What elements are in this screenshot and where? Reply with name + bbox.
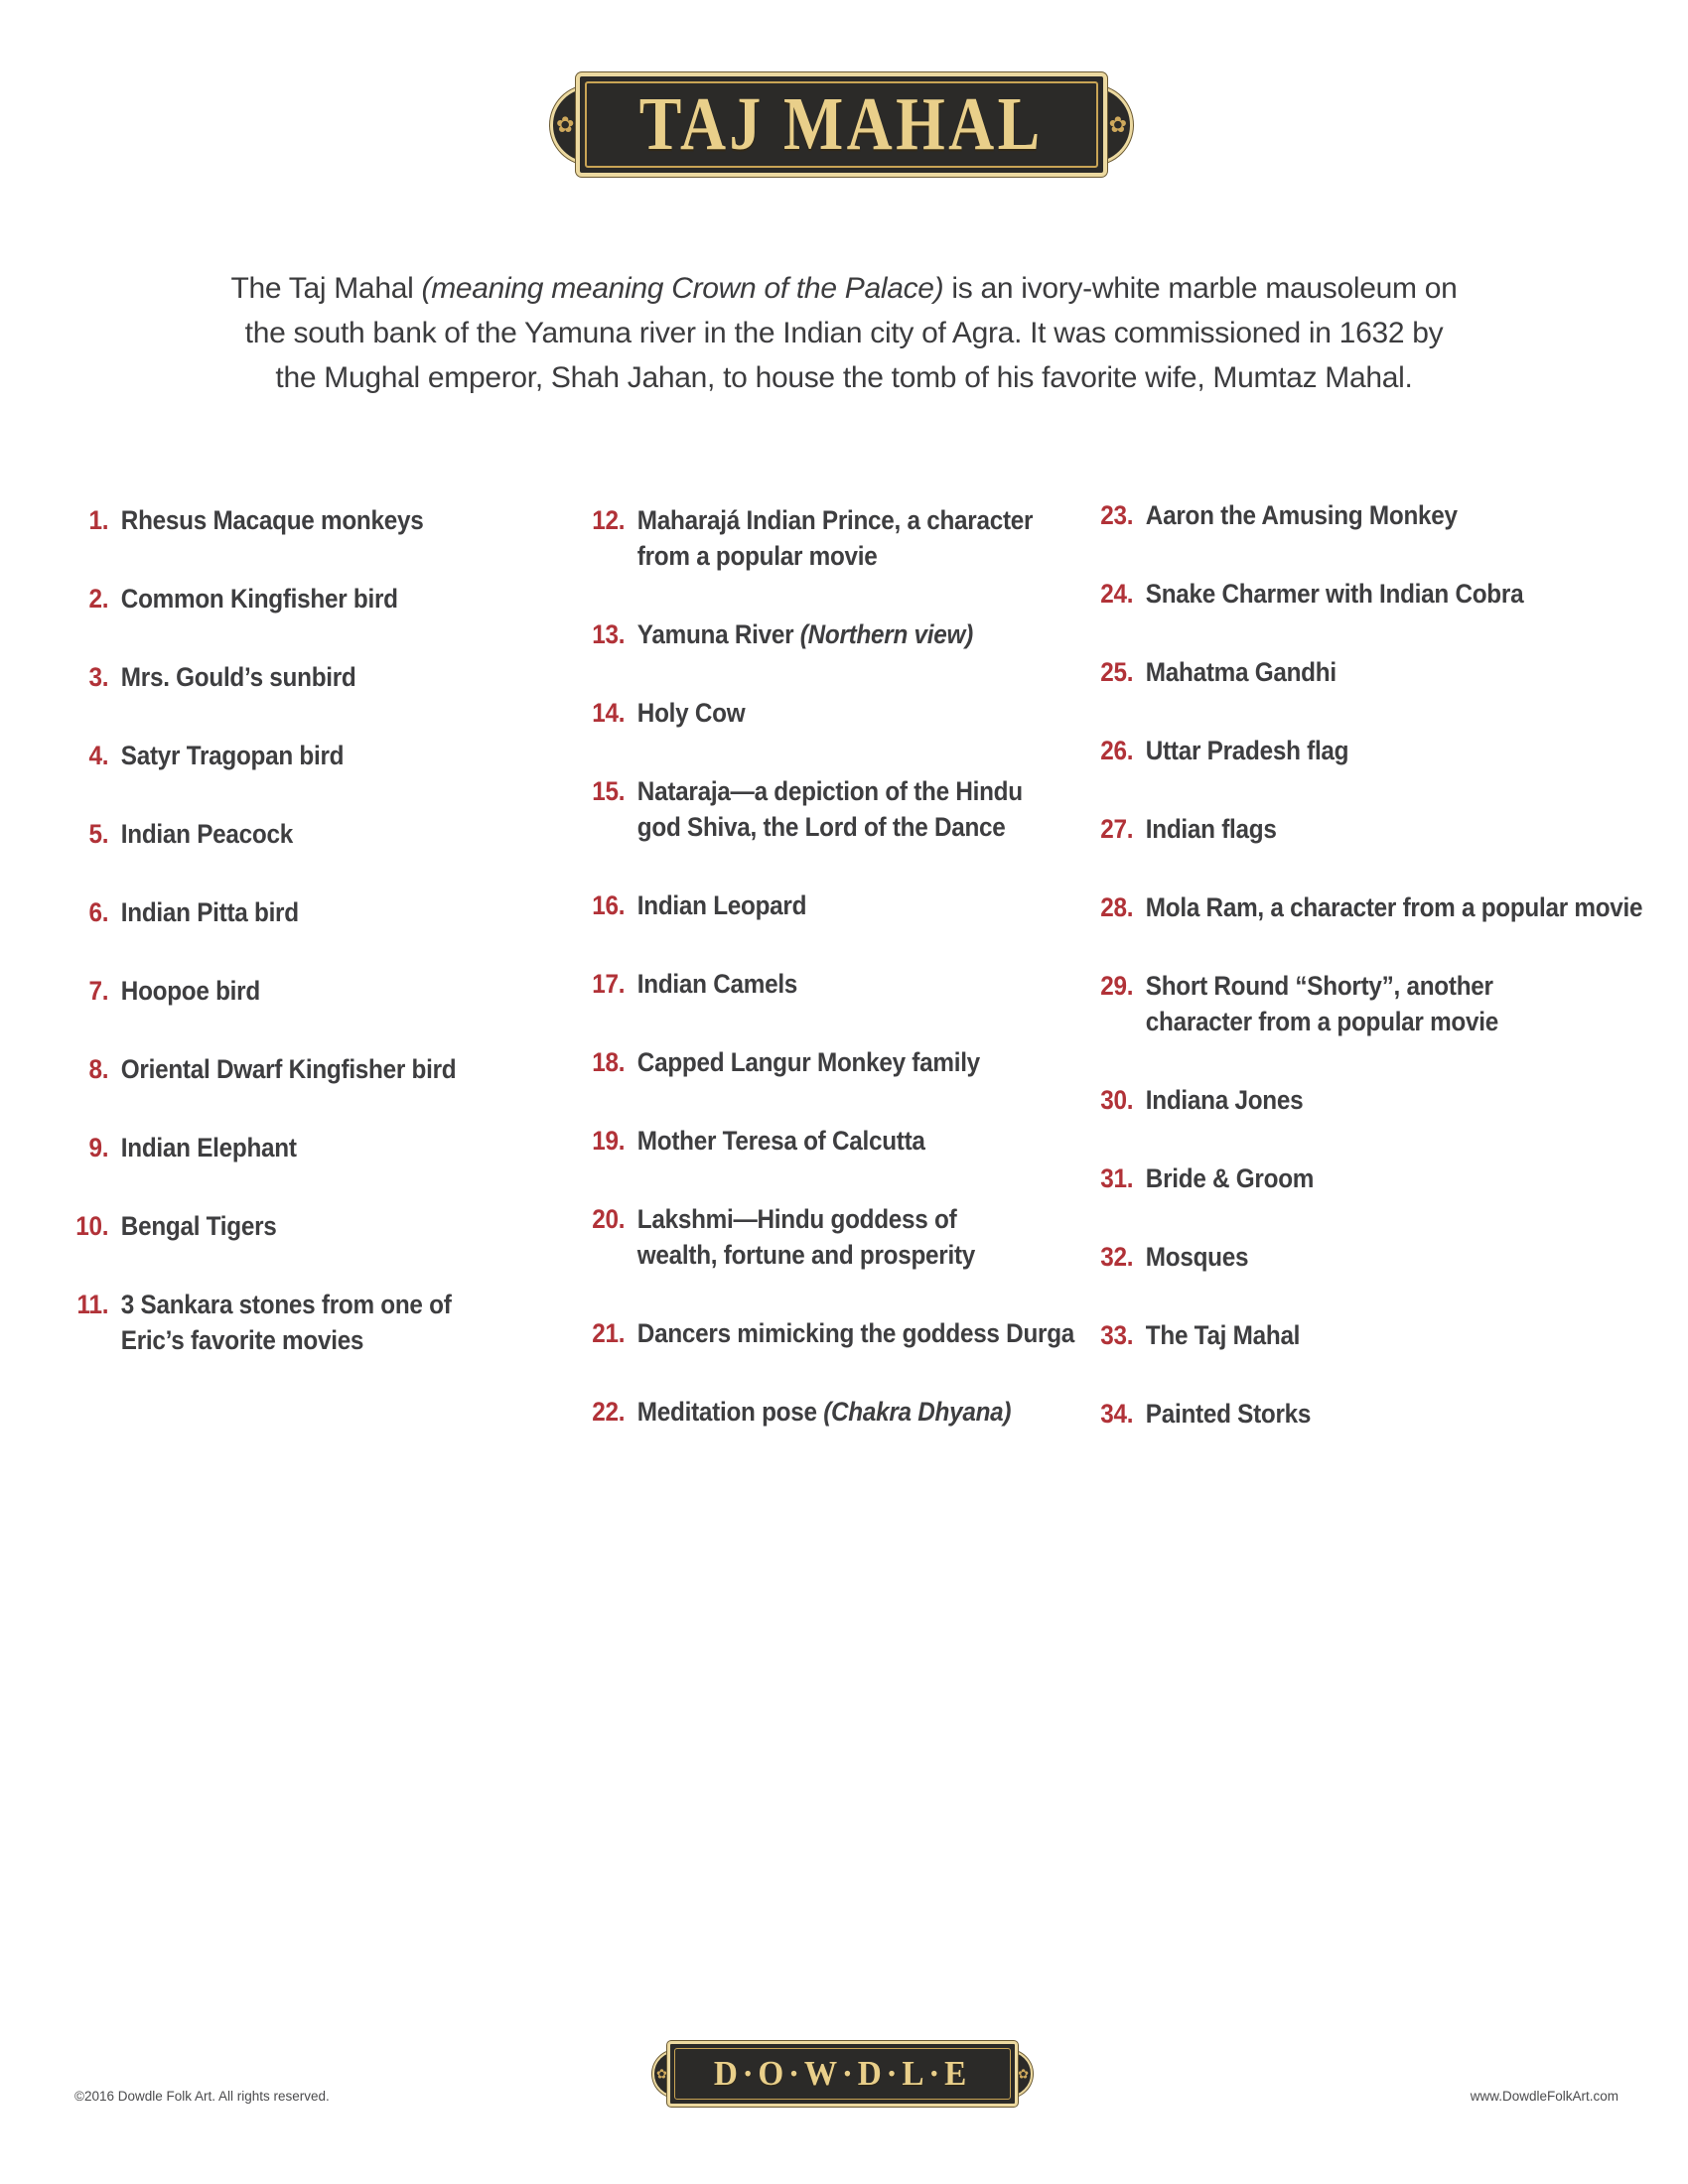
item-label: Common Kingfisher bird [120, 584, 398, 614]
list-item [591, 1201, 1074, 1273]
rosette-icon: ✿ [656, 2066, 667, 2082]
item-label: Lakshmi—Hindu goddess of wealth, fortune and prosperity [636, 1204, 976, 1270]
item-number: 3. [88, 662, 109, 692]
list-item [1099, 968, 1642, 1039]
list-item [1099, 889, 1642, 925]
item-number: 25. [1100, 657, 1134, 687]
item-label: Mahatma Gandhi [1145, 657, 1336, 687]
item-label: Indian Peacock [120, 819, 293, 849]
list-item [591, 1044, 1074, 1080]
list-item [1099, 497, 1642, 533]
item-label: Maharajá Indian Prince, a character from a popular movie [636, 505, 1034, 571]
list-item [591, 1394, 1074, 1430]
item-number: 28. [1100, 892, 1134, 922]
item-label: Dancers mimicking the goddess Durga [636, 1318, 1075, 1348]
rosette-icon: ✿ [556, 111, 575, 137]
item-label: Mrs. Gould’s sunbird [120, 662, 356, 692]
item-label: Yamuna River (Northern view) [636, 619, 973, 649]
item-label: Capped Langur Monkey family [636, 1047, 980, 1077]
item-label: Mosques [1145, 1242, 1249, 1272]
dowdle-logo-text: D·O·W·D·L·E [713, 2054, 972, 2093]
item-number: 30. [1100, 1085, 1134, 1115]
legend-column-2 [591, 502, 1074, 1472]
list-item [74, 581, 456, 616]
list-item [74, 659, 456, 695]
item-number: 17. [592, 969, 626, 999]
item-label: Aaron the Amusing Monkey [1145, 500, 1458, 530]
title-plaque-body [576, 72, 1107, 177]
list-item [591, 1315, 1074, 1351]
item-number: 1. [88, 505, 109, 535]
item-number: 26. [1100, 736, 1134, 765]
list-item [1099, 1396, 1642, 1432]
list-item [74, 738, 456, 773]
item-label: Satyr Tragopan bird [120, 741, 345, 770]
list-item [74, 1287, 456, 1358]
item-number: 24. [1100, 579, 1134, 609]
list-item [74, 1130, 456, 1165]
list-item [1099, 1239, 1642, 1275]
item-number: 31. [1100, 1163, 1134, 1193]
copyright-text: ©2016 Dowdle Folk Art. All rights reserved. [74, 2089, 330, 2104]
list-item [591, 616, 1074, 652]
item-number: 29. [1100, 971, 1134, 1001]
item-label: Painted Storks [1145, 1399, 1312, 1429]
item-number: 10. [75, 1211, 109, 1241]
item-number: 34. [1100, 1399, 1134, 1429]
item-label: Indian flags [1145, 814, 1277, 844]
item-label: Holy Cow [636, 698, 746, 728]
item-number: 21. [592, 1318, 626, 1348]
item-number: 33. [1100, 1320, 1134, 1350]
list-item [1099, 1082, 1642, 1118]
item-label: Short Round “Shorty”, another character from a popular movie [1145, 971, 1498, 1036]
page-title: TAJ MAHAL [639, 82, 1044, 166]
item-label: Bride & Groom [1145, 1163, 1315, 1193]
legend-column-1 [74, 502, 456, 1401]
item-number: 7. [88, 976, 109, 1006]
item-label: Mother Teresa of Calcutta [636, 1126, 925, 1156]
item-label: The Taj Mahal [1145, 1320, 1301, 1350]
list-item [1099, 1160, 1642, 1196]
item-number: 13. [592, 619, 626, 649]
list-item [74, 816, 456, 852]
list-item [74, 1208, 456, 1244]
list-item [591, 773, 1074, 845]
dowdle-logo-plaque [656, 2041, 1029, 2107]
item-number: 18. [592, 1047, 626, 1077]
item-number: 27. [1100, 814, 1134, 844]
list-item [74, 894, 456, 930]
item-label: Bengal Tigers [120, 1211, 277, 1241]
item-number: 11. [76, 1290, 109, 1319]
item-number: 5. [88, 819, 109, 849]
item-label: Indiana Jones [1145, 1085, 1304, 1115]
list-item [1099, 654, 1642, 690]
item-number: 23. [1100, 500, 1134, 530]
website-url: www.DowdleFolkArt.com [1470, 2089, 1618, 2104]
item-label: Meditation pose (Chakra Dhyana) [636, 1397, 1012, 1427]
item-number: 12. [592, 505, 626, 535]
list-item [591, 966, 1074, 1002]
item-number: 9. [88, 1133, 109, 1162]
item-label: Uttar Pradesh flag [1145, 736, 1349, 765]
item-number: 15. [592, 776, 626, 806]
list-item [1099, 576, 1642, 612]
title-plaque [556, 72, 1127, 177]
item-number: 2. [88, 584, 109, 614]
list-item [591, 1123, 1074, 1159]
list-item [1099, 811, 1642, 847]
item-label: Indian Pitta bird [120, 897, 299, 927]
item-number: 4. [88, 741, 109, 770]
rosette-icon: ✿ [1108, 111, 1127, 137]
item-label: Indian Camels [636, 969, 798, 999]
item-number: 22. [592, 1397, 626, 1427]
item-number: 32. [1100, 1242, 1134, 1272]
list-item [591, 695, 1074, 731]
item-number: 19. [592, 1126, 626, 1156]
legend-column-3 [1099, 497, 1642, 1474]
item-label: Indian Leopard [636, 890, 807, 920]
dowdle-plaque-body [667, 2041, 1018, 2107]
item-number: 6. [88, 897, 109, 927]
list-item [591, 502, 1074, 574]
list-item [1099, 733, 1642, 768]
rosette-icon: ✿ [1018, 2066, 1029, 2082]
list-item [74, 973, 456, 1009]
list-item [591, 887, 1074, 923]
item-label: 3 Sankara stones from one of Eric’s favorite movies [120, 1290, 452, 1355]
item-number: 20. [592, 1204, 626, 1234]
item-label: Nataraja—a depiction of the Hindu god Shiva, the Lord of the Dance [636, 776, 1023, 842]
item-number: 8. [88, 1054, 109, 1084]
item-label: Rhesus Macaque monkeys [120, 505, 424, 535]
list-item [1099, 1317, 1642, 1353]
item-label: Snake Charmer with Indian Cobra [1145, 579, 1524, 609]
item-label: Mola Ram, a character from a popular movie [1145, 892, 1643, 922]
intro-paragraph: The Taj Mahal (meaning meaning Crown of the Palace) is an ivory-white marble mausoleum on the south bank of the Yamuna river in the Indian city of Agra. It was commissioned in 1632 by the Mughal emperor, Shah Jahan, to house the tomb of his favorite wife, Mumtaz Mahal. [230, 272, 1458, 394]
item-label: Indian Elephant [120, 1133, 297, 1162]
item-label: Hoopoe bird [120, 976, 260, 1006]
list-item [74, 502, 456, 538]
item-number: 14. [592, 698, 626, 728]
list-item [74, 1051, 456, 1087]
item-label: Oriental Dwarf Kingfisher bird [120, 1054, 457, 1084]
item-number: 16. [592, 890, 626, 920]
